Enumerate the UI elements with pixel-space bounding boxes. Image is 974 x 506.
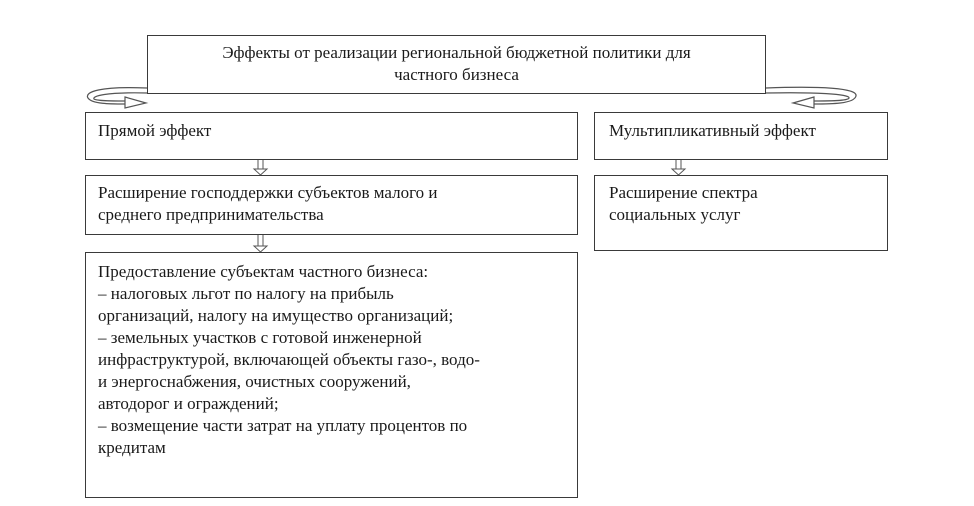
right-curved-arrow bbox=[766, 87, 856, 108]
down-arrow-support-to-provision bbox=[254, 235, 267, 252]
provision-line: Предоставление субъектам частного бизнеса: bbox=[98, 262, 429, 281]
support-line-2: среднего предпринимательства bbox=[98, 205, 324, 224]
support-line-1: Расширение господдержки субъектов малого и bbox=[98, 183, 438, 202]
provision-line: организаций, налогу на имущество организаций; bbox=[98, 306, 454, 325]
social-line-2: социальных услуг bbox=[609, 205, 741, 224]
direct-effect-box bbox=[85, 112, 578, 160]
provision-line: – налоговых льгот по налогу на прибыль bbox=[98, 284, 394, 303]
provision-line: и энергоснабжения, очистных сооружений, bbox=[98, 372, 411, 391]
multiplicative-effect-box bbox=[594, 112, 888, 160]
social-services-box bbox=[594, 175, 888, 251]
down-arrow-direct-to-support bbox=[254, 160, 267, 175]
left-curved-arrow bbox=[87, 88, 147, 108]
provision-box bbox=[85, 252, 578, 498]
multiplicative-effect-label: Мультипликативный эффект bbox=[609, 121, 816, 140]
social-line-1: Расширение спектра bbox=[609, 183, 758, 202]
provision-line: – земельных участков с готовой инженерной bbox=[98, 328, 422, 347]
support-expansion-box bbox=[85, 175, 578, 235]
down-arrow-multi-to-social bbox=[672, 160, 685, 175]
direct-effect-label: Прямой эффект bbox=[98, 121, 212, 140]
provision-line: автодорог и ограждений; bbox=[98, 394, 279, 413]
title-line-2: частного бизнеса bbox=[394, 65, 519, 84]
provision-line: инфраструктурой, включающей объекты газо-, водо- bbox=[98, 350, 480, 369]
provision-line: кредитам bbox=[98, 438, 166, 457]
provision-line: – возмещение части затрат на уплату процентов по bbox=[98, 416, 468, 435]
title-line-1: Эффекты от реализации региональной бюджетной политики для bbox=[222, 43, 691, 62]
title-box bbox=[147, 35, 766, 94]
